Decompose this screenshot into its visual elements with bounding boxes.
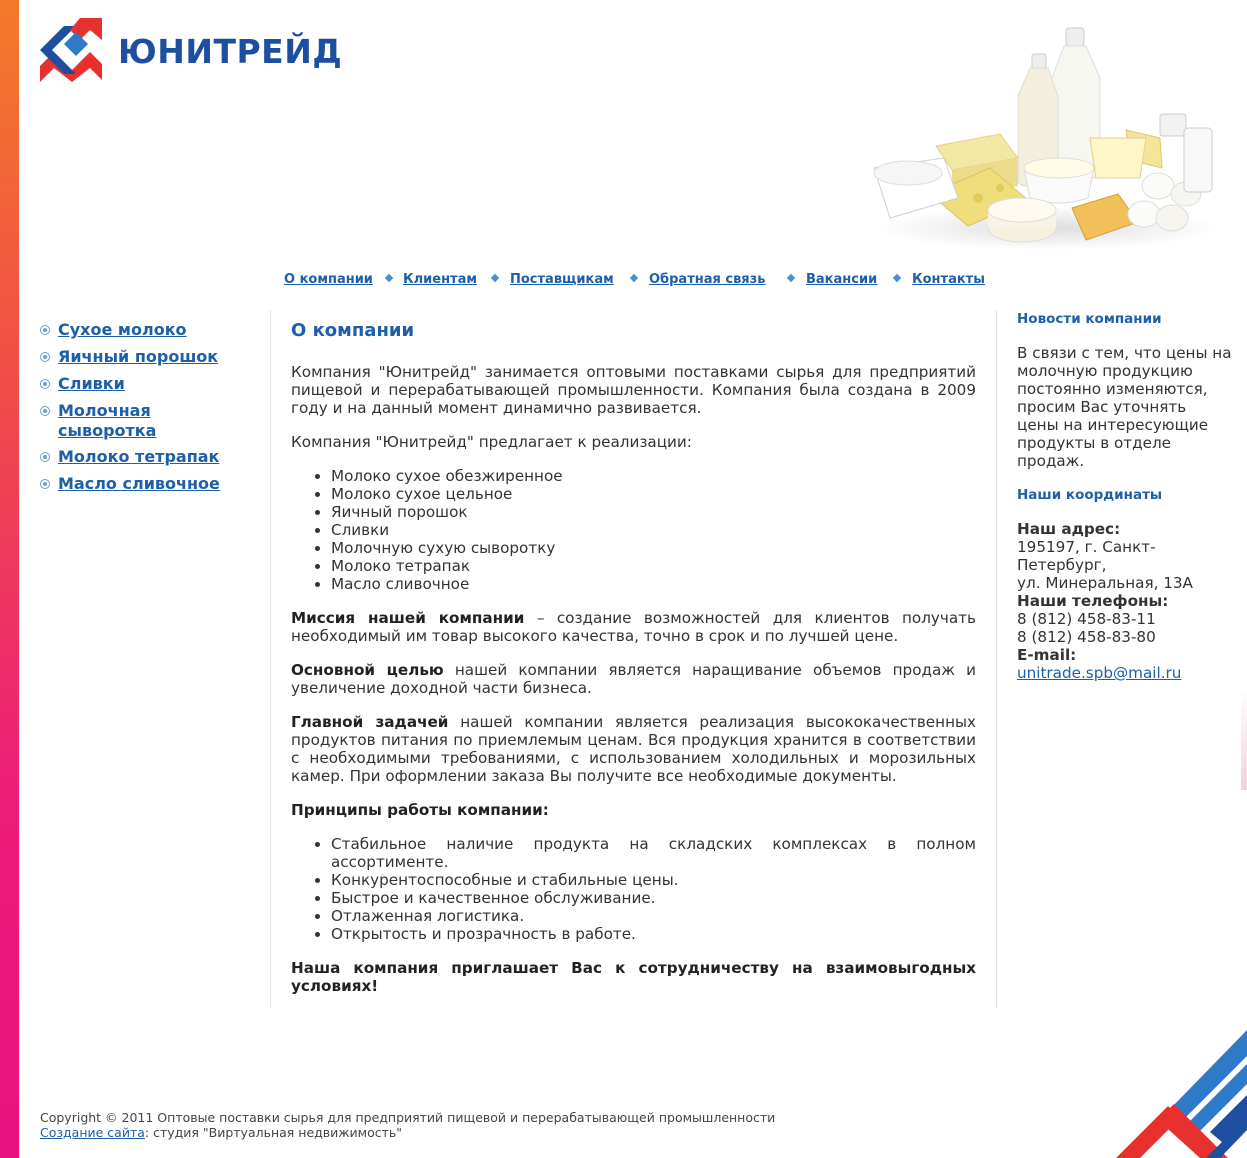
task-text: нашей компании является реализация высококачественных продуктов питания по приемлемым ценам. Вся продукция хранится в соответствии с необходимыми требованиями, с использованием холодильных и морозильных камер. При оформлении заказа Вы получите все необходимые документы. [291, 713, 976, 785]
principles-heading [291, 801, 976, 819]
nav-link-feedback[interactable]: Обратная связь [649, 272, 766, 287]
studio-text: : студия "Виртуальная недвижимость" [144, 1125, 403, 1140]
nav-link-vacancies[interactable]: Вакансии [806, 272, 878, 287]
offer-intro: Компания "Юнитрейд" предлагает к реализации: [291, 433, 692, 451]
nav-separator-icon [630, 274, 638, 282]
list-item: • Молоко сухое обезжиренное [331, 467, 976, 485]
site-creation-link[interactable]: Создание сайта [40, 1125, 145, 1140]
products-list [291, 467, 976, 593]
list-item: • Яичный порошок [331, 503, 976, 521]
mission-paragraph [291, 609, 976, 645]
list-item: • Быстрое и качественное обслуживание. [331, 889, 976, 907]
list-item: • Открытость и прозрачность в работе. [331, 925, 976, 943]
sidebar-link[interactable]: Сливки [58, 374, 125, 393]
coords-title: Наши координаты [1017, 487, 1163, 503]
nav-link-clients[interactable]: Клиентам [403, 272, 477, 287]
contact-block [1017, 520, 1232, 682]
news-text: В связи с тем, что цены на молочную продукцию постоянно изменяются, просим Вас уточнять цены на интересующие продукты в отделе продаж. [1017, 344, 1232, 470]
logo-wordmark: ЮНИТРЕЙД [118, 32, 343, 71]
right-edge-accent [1241, 690, 1247, 790]
address-line-2: ул. Минеральная, 13А [1017, 574, 1193, 592]
list-item: • Стабильное наличие продукта на складских комплексах в полном ассортименте. [331, 835, 976, 871]
footer [40, 1110, 940, 1140]
bullet-icon [40, 352, 50, 362]
nav-link-about[interactable]: О компании [284, 272, 373, 287]
left-gradient-stripe [0, 0, 19, 1158]
task-label: Главной задачей [291, 713, 449, 731]
sidebar-link[interactable]: Молочная сыворотка [58, 401, 157, 440]
nav-link-contacts[interactable]: Контакты [912, 272, 985, 287]
list-item: • Молочную сухую сыворотку [331, 539, 976, 557]
news-title: Новости компании [1017, 311, 1162, 327]
bullet-icon [40, 379, 50, 389]
main-content [291, 318, 976, 1011]
phone-2: 8 (812) 458-83-80 [1017, 628, 1156, 646]
bullet-icon [40, 406, 50, 416]
nav-separator-icon [491, 274, 499, 282]
email-link[interactable]: unitrade.spb@mail.ru [1017, 664, 1182, 682]
sidebar-link[interactable]: Сухое молоко [58, 320, 187, 339]
right-sidebar [1017, 310, 1232, 682]
address-label: Наш адрес: [1017, 520, 1121, 538]
list-item: • Отлаженная логистика. [331, 907, 976, 925]
left-column-divider [270, 310, 271, 1008]
closing-text: Наша компания приглашает Вас к сотрудничеству на взаимовыгодных условиях! [291, 959, 976, 995]
site-logo[interactable] [40, 18, 343, 84]
top-navigation [283, 272, 1003, 290]
credits-line [40, 1125, 940, 1140]
list-item: • Молоко тетрапак [331, 557, 976, 575]
list-item: • Масло сливочное [331, 575, 976, 593]
task-paragraph [291, 713, 976, 785]
page-title: О компании [291, 320, 415, 341]
nav-separator-icon [787, 274, 795, 282]
bullet-icon [40, 479, 50, 489]
goal-paragraph [291, 661, 976, 697]
principles-list [291, 835, 976, 943]
logo-mark-icon [40, 18, 104, 82]
dairy-products-image [868, 18, 1224, 258]
bullet-icon [40, 325, 50, 335]
goal-text: нашей компании является наращивание объемов продаж и увеличение доходной части бизнеса. [291, 661, 977, 697]
sidebar-link[interactable]: Яичный порошок [58, 347, 219, 366]
address-line-1: 195197, г. Санкт-Петербург, [1017, 538, 1156, 574]
email-label: E-mail: [1017, 646, 1077, 664]
right-column-divider [996, 310, 997, 1008]
mission-text: – создание возможностей для клиентов получать необходимый им товар высокого качества, точно в срок и по лучшей цене. [291, 609, 976, 645]
nav-separator-icon [893, 274, 901, 282]
sidebar-link[interactable]: Масло сливочное [58, 474, 220, 493]
goal-label: Основной целью [291, 661, 444, 679]
list-item: • Молоко сухое цельное [331, 485, 976, 503]
mission-label: Миссия нашей компании [291, 609, 525, 627]
sidebar-link[interactable]: Молоко тетрапак [58, 447, 220, 466]
phone-1: 8 (812) 458-83-11 [1017, 610, 1156, 628]
copyright-text: Copyright © 2011 Оптовые поставки сырья для предприятий пищевой и перерабатывающей промышленности [40, 1110, 776, 1125]
nav-link-suppliers[interactable]: Поставщикам [510, 272, 614, 287]
phones-label: Наши телефоны: [1017, 592, 1169, 610]
bullet-icon [40, 452, 50, 462]
nav-separator-icon [385, 274, 393, 282]
intro-paragraph: Компания "Юнитрейд" занимается оптовыми поставками сырья для предприятий пищевой и перерабатывающей промышленности. Компания была создана в 2009 году и на данный момент динамично развивается. [291, 363, 976, 417]
closing-paragraph [291, 959, 976, 995]
list-item: • Сливки [331, 521, 976, 539]
corner-logo-decoration [1110, 1020, 1247, 1158]
list-item: • Конкурентоспособные и стабильные цены. [331, 871, 976, 889]
principles-title: Принципы работы компании: [291, 801, 549, 819]
